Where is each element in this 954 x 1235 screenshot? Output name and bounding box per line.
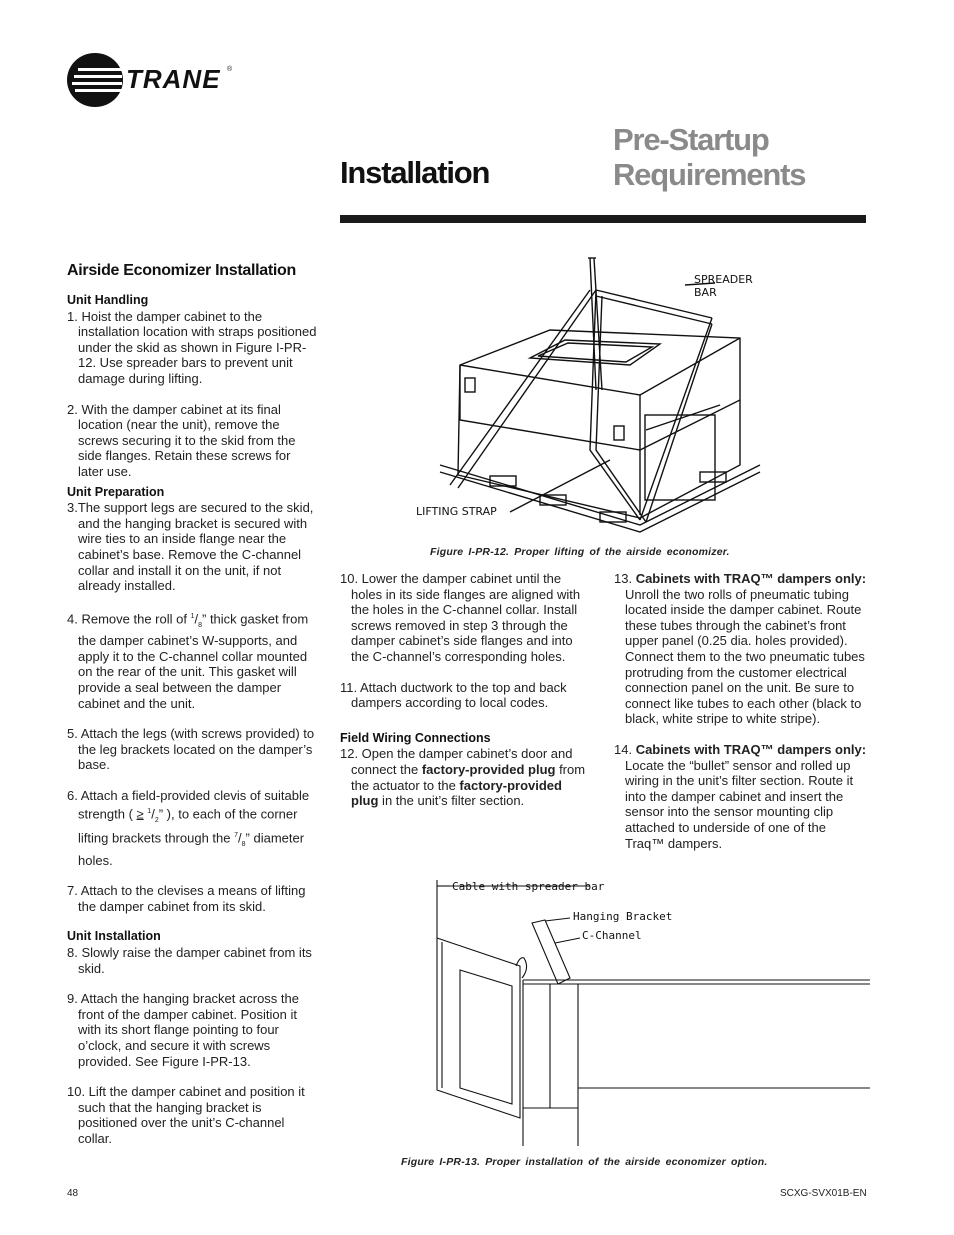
label-spreader-bar-1: SPREADER [694, 273, 753, 286]
unit-preparation-heading: Unit Preparation [67, 484, 165, 499]
page-number: 48 [67, 1188, 79, 1199]
field-wiring-heading: Field Wiring Connections [340, 730, 491, 745]
section-subtitle-line2: Requirements [613, 157, 806, 192]
step-12 [340, 746, 592, 808]
step-4: 4. Remove the roll of $^1/_8$” thick gasket from the damper cabinet’s W-supports, and apply it to the C-channel collar mounted on the rear of the unit. This gasket will provide a seal between the damper cabinet and the unit. [67, 611, 309, 711]
section-heading: Airside Economizer Installation [67, 262, 296, 279]
section-title: Installation [340, 155, 490, 190]
label-spreader-bar-2: BAR [694, 286, 717, 299]
step-3: 3.The support legs are secured to the skid, and the hanging bracket is secured with wire ties to an inside flange near the cabinet’s base. Remove the C-channel collar and install it on the unit, if not already installed. [67, 500, 314, 594]
trane-logo-mark [66, 52, 124, 108]
label-c-channel: C-Channel [582, 929, 642, 942]
right-column [614, 571, 868, 851]
label-cable-spreader: Cable with spreader bar [452, 880, 605, 893]
step-12-bold-1: factory-provided plug [421, 761, 556, 777]
left-column [67, 293, 319, 1146]
step-12-bold-2: factory-provided plug [351, 777, 562, 809]
registered-mark-icon: ® [227, 66, 233, 73]
step-6-ge: ≥ [136, 805, 144, 821]
step-5: 5. Attach the legs (with screws provided) to the leg brackets located on the damper’s base. [67, 726, 315, 773]
unit-installation-heading: Unit Installation [67, 929, 161, 944]
step-6-frac-num: 1 [147, 807, 152, 815]
unit-handling-heading: Unit Handling [67, 293, 149, 307]
step-13-text: Unroll the two rolls of pneumatic tubing located inside the damper cabinet. Route these tubes through the cabinet’s front upper panel (0.25 dia. holes provided). Connect them to the two pneumatic tubes protruding from the customer electrical connection panel on the unit. Be sure to connect like tubes to each other (black to black, white stripe to white stripe). [625, 586, 865, 727]
step-13-num: 13. [614, 571, 636, 586]
section-subtitle-line1: Pre-Startup [613, 122, 769, 157]
step-6-text-c: ” diameter holes. [78, 830, 305, 868]
step-2: 2. With the damper cabinet at its final location (near the unit), remove the screws securing it to the skid from the side flanges. Retain these screws for later use. [67, 401, 296, 479]
step-14 [614, 742, 868, 851]
label-lifting-strap: LIFTING STRAP [416, 505, 497, 518]
step-6: 6. Attach a field-provided clevis of suitable strength ( ≥ $^1/_2$” ), to each of the corner lifting brackets through the $^7/_8$” diameter holes. [67, 787, 310, 868]
figure-12-caption: Figure I-PR-12. Proper lifting of the airside economizer. [430, 546, 730, 558]
label-hanging-bracket: Hanging Bracket [573, 910, 673, 923]
step-8: 8. Slowly raise the damper cabinet from its skid. [67, 944, 312, 976]
figure-lifting-illustration [340, 250, 860, 540]
figure-13-caption: Figure I-PR-13. Proper installation of the airside economizer option. [401, 1156, 768, 1168]
step-4-text-a: 4. Remove the roll of [67, 611, 191, 627]
figure-installation-illustration [420, 878, 870, 1150]
brand-name: TRANE [126, 64, 221, 94]
step-6-text-b: ” ), to each of the corner lifting brackets through the [78, 805, 298, 846]
step-13 [614, 571, 868, 727]
step-4-frac-den: 8 [198, 621, 202, 629]
step-6-text-a: 6. Attach a field-provided clevis of suitable strength ( [67, 787, 310, 821]
step-14-text: Locate the “bullet” sensor and rolled up wiring in the unit’s filter section. Route it into the damper cabinet and insert the sensor into the sensor mounting clip attached to underside of one of the Traq™ dampers. [625, 757, 854, 851]
step-1: 1. Hoist the damper cabinet to the installation location with straps positioned under the skid as shown in Figure I-PR-12. Use spreader bars to prevent unit damage during lifting. [67, 308, 317, 386]
step-10-left: 10. Lift the damper cabinet and position it such that the hanging bracket is positioned over the unit’s C-channel collar. [67, 1084, 305, 1146]
installation-drawing [420, 878, 870, 1150]
step-6-frac2-den: 8 [241, 840, 246, 848]
step-14-num: 14. [614, 741, 636, 757]
step-13-bold: Cabinets with TRAQ™ dampers only: [635, 571, 867, 586]
step-4-text-b: ” thick gasket from the damper cabinet’s W-supports, and apply it to the C-channel collar mounted on the rear of the unit. This gasket will provide a seal between the damper cabinet and the unit. [78, 611, 309, 711]
document-code: SCXG-SVX01B-EN [780, 1188, 867, 1199]
header-rule [340, 215, 866, 223]
step-4-frac-num: 1 [190, 612, 195, 620]
step-12-text-c: from the actuator to the [351, 761, 586, 793]
step-9: 9. Attach the hanging bracket across the front of the damper cabinet. Position it with its short flange pointing to four o’clock, and secure it with screws provided. See Figure I-PR-13. [67, 991, 299, 1069]
trane-logo [66, 52, 236, 108]
step-6-frac2-num: 7 [234, 832, 238, 840]
section-subtitle [613, 122, 805, 192]
step-12-text-e: in the unit’s filter section. [378, 793, 525, 809]
step-11: 11. Attach ductwork to the top and back dampers according to local codes. [340, 679, 567, 711]
step-6-frac-den: 2 [154, 816, 159, 824]
step-10-middle: 10. Lower the damper cabinet until the holes in its side flanges are aligned with the holes in the C-channel collar. Install screws removed in step 3 through the damper cabinet’s side flanges and into the C-channel’s corresponding holes. [340, 571, 581, 664]
step-14-bold: Cabinets with TRAQ™ dampers only: [635, 741, 867, 757]
step-12-text-a: 12. Open the damper cabinet’s door and connect the [340, 746, 573, 777]
lifting-drawing [340, 250, 860, 540]
middle-column [340, 571, 592, 809]
step-7: 7. Attach to the clevises a means of lifting the damper cabinet from its skid. [67, 883, 306, 914]
